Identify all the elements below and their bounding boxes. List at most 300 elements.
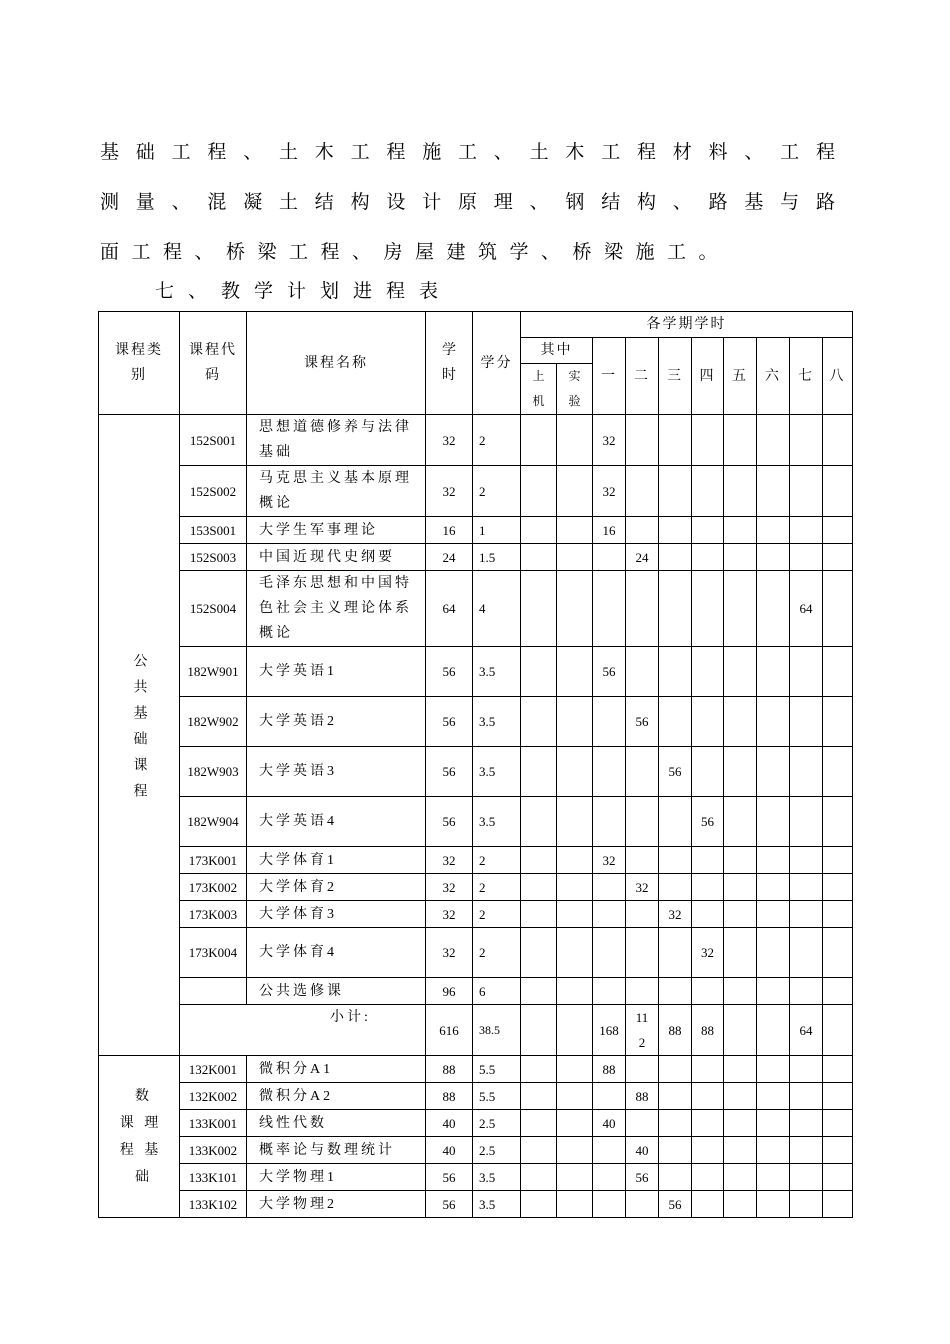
course-name: 大学体育4	[247, 928, 426, 978]
table-row	[99, 647, 853, 697]
course-code: 152S002	[180, 466, 247, 517]
sem-4-hours	[692, 874, 724, 901]
table-row	[99, 928, 853, 978]
computer-hours	[521, 544, 557, 571]
course-name: 大学生军事理论	[247, 517, 426, 544]
computer-hours	[521, 571, 557, 647]
sem-3-hours	[659, 415, 692, 466]
sem-6-hours	[757, 544, 790, 571]
course-credits: 3.5	[473, 1164, 521, 1191]
sem-3-hours	[659, 874, 692, 901]
course-code: 132K001	[180, 1056, 247, 1083]
course-credits: 3.5	[473, 1191, 521, 1218]
sem-7-hours	[790, 1110, 823, 1137]
sem-5-hours	[724, 1083, 757, 1110]
lab-hours	[557, 797, 593, 847]
sem-3-hours	[659, 797, 692, 847]
course-hours: 32	[426, 928, 473, 978]
header-sem-5: 五	[724, 338, 757, 415]
sem-4-hours: 32	[692, 928, 724, 978]
computer-hours	[521, 415, 557, 466]
subtotal-sem-7: 64	[790, 1005, 823, 1056]
lab-hours	[557, 1164, 593, 1191]
sem-4-hours	[692, 415, 724, 466]
lab-hours	[557, 415, 593, 466]
group-math-physics-basic: 数 课 理 程 基 础	[99, 1056, 180, 1218]
course-name: 公共选修课	[247, 978, 426, 1005]
course-code: 152S001	[180, 415, 247, 466]
sem-8-hours	[823, 1191, 853, 1218]
course-credits: 2	[473, 928, 521, 978]
course-code: 182W903	[180, 747, 247, 797]
sem-6-hours	[757, 571, 790, 647]
header-computer: 上机	[521, 364, 557, 415]
subtotal-computer	[521, 1005, 557, 1056]
course-name: 大学英语3	[247, 747, 426, 797]
course-hours: 56	[426, 747, 473, 797]
course-code: 153S001	[180, 517, 247, 544]
sem-3-hours: 32	[659, 901, 692, 928]
sem-6-hours	[757, 466, 790, 517]
computer-hours	[521, 874, 557, 901]
sem-1-hours: 32	[593, 415, 626, 466]
sem-2-hours: 24	[626, 544, 659, 571]
header-of-which: 其中	[521, 338, 593, 364]
sem-4-hours: 56	[692, 797, 724, 847]
sem-5-hours	[724, 874, 757, 901]
computer-hours	[521, 1164, 557, 1191]
sem-3-hours	[659, 1110, 692, 1137]
subtotal-row	[99, 1005, 853, 1056]
computer-hours	[521, 747, 557, 797]
sem-6-hours	[757, 901, 790, 928]
header-category: 课程类别	[99, 312, 180, 415]
sem-8-hours	[823, 797, 853, 847]
sem-2-hours	[626, 1191, 659, 1218]
intro-line-1: 基础工程、土木工程施工、土木工程材料、工程	[100, 142, 835, 163]
sem-2-hours	[626, 415, 659, 466]
lab-hours	[557, 874, 593, 901]
sem-5-hours	[724, 901, 757, 928]
sem-1-hours	[593, 1191, 626, 1218]
course-hours: 16	[426, 517, 473, 544]
sem-1-hours	[593, 747, 626, 797]
course-hours: 32	[426, 901, 473, 928]
sem-1-hours	[593, 928, 626, 978]
course-name: 大学体育2	[247, 874, 426, 901]
course-name: 线性代数	[247, 1110, 426, 1137]
sem-1-hours	[593, 544, 626, 571]
computer-hours	[521, 1137, 557, 1164]
table-row	[99, 1083, 853, 1110]
header-credits: 学分	[473, 312, 521, 415]
lab-hours	[557, 847, 593, 874]
sem-3-hours	[659, 928, 692, 978]
course-code: 182W901	[180, 647, 247, 697]
course-credits: 4	[473, 571, 521, 647]
header-semester-hours: 各学期学时	[521, 312, 853, 338]
sem-2-hours	[626, 797, 659, 847]
course-name: 马克思主义基本原理概论	[247, 466, 426, 517]
sem-5-hours	[724, 928, 757, 978]
lab-hours	[557, 466, 593, 517]
sem-3-hours	[659, 1164, 692, 1191]
sem-8-hours	[823, 647, 853, 697]
course-code	[180, 978, 247, 1005]
course-name: 思想道德修养与法律基础	[247, 415, 426, 466]
computer-hours	[521, 901, 557, 928]
sem-6-hours	[757, 1083, 790, 1110]
course-name: 大学物理2	[247, 1191, 426, 1218]
subtotal-hours: 616	[426, 1005, 473, 1056]
course-credits: 2.5	[473, 1110, 521, 1137]
computer-hours	[521, 1083, 557, 1110]
sem-7-hours	[790, 847, 823, 874]
table-row	[99, 466, 853, 517]
sem-8-hours	[823, 697, 853, 747]
course-name: 大学体育1	[247, 847, 426, 874]
sem-1-hours: 32	[593, 847, 626, 874]
course-name: 大学体育3	[247, 901, 426, 928]
course-credits: 1.5	[473, 544, 521, 571]
course-credits: 3.5	[473, 647, 521, 697]
subtotal-sem-3: 88	[659, 1005, 692, 1056]
sem-6-hours	[757, 1137, 790, 1164]
sem-4-hours	[692, 544, 724, 571]
sem-4-hours	[692, 847, 724, 874]
course-hours: 56	[426, 1191, 473, 1218]
sem-7-hours	[790, 901, 823, 928]
sem-5-hours	[724, 797, 757, 847]
sem-5-hours	[724, 647, 757, 697]
table-row	[99, 797, 853, 847]
subtotal-sem-2: 112	[626, 1005, 659, 1056]
sem-6-hours	[757, 797, 790, 847]
sem-2-hours: 40	[626, 1137, 659, 1164]
sem-7-hours	[790, 928, 823, 978]
sem-5-hours	[724, 978, 757, 1005]
sem-3-hours: 56	[659, 1191, 692, 1218]
sem-5-hours	[724, 1137, 757, 1164]
computer-hours	[521, 697, 557, 747]
sem-8-hours	[823, 847, 853, 874]
course-credits: 5.5	[473, 1056, 521, 1083]
sem-7-hours	[790, 1164, 823, 1191]
sem-4-hours	[692, 978, 724, 1005]
sem-8-hours	[823, 928, 853, 978]
sem-6-hours	[757, 747, 790, 797]
sem-5-hours	[724, 1110, 757, 1137]
sem-6-hours	[757, 647, 790, 697]
header-hours: 学时	[426, 312, 473, 415]
course-code: 132K002	[180, 1083, 247, 1110]
sem-7-hours	[790, 517, 823, 544]
sem-4-hours	[692, 1164, 724, 1191]
sem-8-hours	[823, 1137, 853, 1164]
course-hours: 32	[426, 874, 473, 901]
sem-5-hours	[724, 747, 757, 797]
sem-8-hours	[823, 1056, 853, 1083]
sem-7-hours	[790, 647, 823, 697]
course-hours: 56	[426, 797, 473, 847]
sem-7-hours	[790, 415, 823, 466]
course-hours: 32	[426, 466, 473, 517]
lab-hours	[557, 978, 593, 1005]
course-name: 微积分A1	[247, 1056, 426, 1083]
sem-7-hours	[790, 466, 823, 517]
table-row	[99, 1056, 853, 1083]
course-name: 大学英语4	[247, 797, 426, 847]
sem-6-hours	[757, 517, 790, 544]
course-name: 毛泽东思想和中国特色社会主义理论体系概论	[247, 571, 426, 647]
course-credits: 2	[473, 415, 521, 466]
sem-6-hours	[757, 928, 790, 978]
sem-8-hours	[823, 1083, 853, 1110]
sem-5-hours	[724, 544, 757, 571]
sem-6-hours	[757, 847, 790, 874]
computer-hours	[521, 978, 557, 1005]
subtotal-sem-6	[757, 1005, 790, 1056]
subtotal-label: 小计:	[180, 1005, 426, 1056]
lab-hours	[557, 544, 593, 571]
course-code: 173K003	[180, 901, 247, 928]
course-credits: 3.5	[473, 747, 521, 797]
sem-3-hours: 56	[659, 747, 692, 797]
sem-8-hours	[823, 544, 853, 571]
subtotal-sem-5	[724, 1005, 757, 1056]
sem-2-hours: 56	[626, 1164, 659, 1191]
sem-3-hours	[659, 647, 692, 697]
sem-7-hours	[790, 797, 823, 847]
sem-7-hours: 64	[790, 571, 823, 647]
table-row	[99, 978, 853, 1005]
course-hours: 88	[426, 1056, 473, 1083]
course-credits: 3.5	[473, 797, 521, 847]
sem-2-hours	[626, 517, 659, 544]
sem-1-hours: 88	[593, 1056, 626, 1083]
course-hours: 24	[426, 544, 473, 571]
course-credits: 3.5	[473, 697, 521, 747]
sem-2-hours	[626, 1110, 659, 1137]
table-row	[99, 1110, 853, 1137]
course-code: 173K002	[180, 874, 247, 901]
lab-hours	[557, 697, 593, 747]
sem-8-hours	[823, 571, 853, 647]
table-row	[99, 847, 853, 874]
table-row	[99, 1164, 853, 1191]
table-row	[99, 1191, 853, 1218]
sem-1-hours	[593, 901, 626, 928]
sem-4-hours	[692, 697, 724, 747]
sem-4-hours	[692, 1191, 724, 1218]
sem-4-hours	[692, 466, 724, 517]
lab-hours	[557, 1083, 593, 1110]
sem-5-hours	[724, 571, 757, 647]
course-credits: 6	[473, 978, 521, 1005]
sem-3-hours	[659, 1083, 692, 1110]
subtotal-lab	[557, 1005, 593, 1056]
sem-6-hours	[757, 978, 790, 1005]
sem-5-hours	[724, 697, 757, 747]
course-hours: 56	[426, 697, 473, 747]
computer-hours	[521, 928, 557, 978]
sem-7-hours	[790, 978, 823, 1005]
sem-5-hours	[724, 1164, 757, 1191]
sem-1-hours	[593, 797, 626, 847]
course-credits: 5.5	[473, 1083, 521, 1110]
computer-hours	[521, 517, 557, 544]
subtotal-sem-8	[823, 1005, 853, 1056]
sem-3-hours	[659, 1056, 692, 1083]
course-name: 大学英语1	[247, 647, 426, 697]
sem-4-hours	[692, 901, 724, 928]
table-row	[99, 1137, 853, 1164]
course-hours: 88	[426, 1083, 473, 1110]
sem-7-hours	[790, 1056, 823, 1083]
sem-2-hours	[626, 1056, 659, 1083]
lab-hours	[557, 1110, 593, 1137]
course-code: 133K001	[180, 1110, 247, 1137]
table-row	[99, 697, 853, 747]
course-credits: 1	[473, 517, 521, 544]
course-credits: 2	[473, 901, 521, 928]
course-name: 微积分A2	[247, 1083, 426, 1110]
course-credits: 2	[473, 874, 521, 901]
sem-3-hours	[659, 978, 692, 1005]
sem-1-hours: 40	[593, 1110, 626, 1137]
sem-1-hours: 16	[593, 517, 626, 544]
sem-8-hours	[823, 415, 853, 466]
sem-3-hours	[659, 517, 692, 544]
sem-8-hours	[823, 1110, 853, 1137]
header-sem-6: 六	[757, 338, 790, 415]
computer-hours	[521, 647, 557, 697]
course-code: 133K002	[180, 1137, 247, 1164]
sem-6-hours	[757, 1056, 790, 1083]
table-row	[99, 571, 853, 647]
sem-6-hours	[757, 874, 790, 901]
sem-6-hours	[757, 1110, 790, 1137]
header-name: 课程名称	[247, 312, 426, 415]
intro-line-3: 面工程、桥梁工程、房屋建筑学、桥梁施工。	[100, 242, 731, 263]
sem-3-hours	[659, 1137, 692, 1164]
sem-1-hours	[593, 874, 626, 901]
course-name: 大学英语2	[247, 697, 426, 747]
sem-7-hours	[790, 1083, 823, 1110]
sem-1-hours	[593, 978, 626, 1005]
computer-hours	[521, 1110, 557, 1137]
sem-6-hours	[757, 415, 790, 466]
sem-3-hours	[659, 571, 692, 647]
sem-8-hours	[823, 1164, 853, 1191]
sem-4-hours	[692, 647, 724, 697]
sem-5-hours	[724, 1191, 757, 1218]
sem-4-hours	[692, 1056, 724, 1083]
computer-hours	[521, 1191, 557, 1218]
sem-2-hours	[626, 571, 659, 647]
lab-hours	[557, 1137, 593, 1164]
subtotal-sem-1: 168	[593, 1005, 626, 1056]
course-credits: 2.5	[473, 1137, 521, 1164]
sem-2-hours: 88	[626, 1083, 659, 1110]
sem-5-hours	[724, 466, 757, 517]
sem-8-hours	[823, 901, 853, 928]
lab-hours	[557, 928, 593, 978]
lab-hours	[557, 1191, 593, 1218]
sem-8-hours	[823, 466, 853, 517]
course-code: 152S004	[180, 571, 247, 647]
table-row	[99, 415, 853, 466]
sem-8-hours	[823, 874, 853, 901]
sem-2-hours	[626, 647, 659, 697]
header-sem-2: 二	[626, 338, 659, 415]
sem-4-hours	[692, 1110, 724, 1137]
course-hours: 56	[426, 647, 473, 697]
sem-6-hours	[757, 1164, 790, 1191]
subtotal-sem-4: 88	[692, 1005, 724, 1056]
course-hours: 56	[426, 1164, 473, 1191]
sem-6-hours	[757, 1191, 790, 1218]
sem-1-hours	[593, 1137, 626, 1164]
lab-hours	[557, 1056, 593, 1083]
sem-7-hours	[790, 874, 823, 901]
computer-hours	[521, 1056, 557, 1083]
sem-4-hours	[692, 1137, 724, 1164]
header-sem-3: 三	[659, 338, 692, 415]
lab-hours	[557, 647, 593, 697]
table-row	[99, 901, 853, 928]
intro-line-2: 测量、混凝土结构设计原理、钢结构、路基与路	[100, 192, 835, 213]
sem-7-hours	[790, 697, 823, 747]
sem-4-hours	[692, 517, 724, 544]
section-title: 七、教学计划进程表	[155, 281, 453, 302]
sem-2-hours	[626, 747, 659, 797]
sem-1-hours	[593, 697, 626, 747]
lab-hours	[557, 517, 593, 544]
header-sem-7: 七	[790, 338, 823, 415]
sem-1-hours	[593, 1083, 626, 1110]
sem-7-hours	[790, 747, 823, 797]
subtotal-credits: 38.5	[473, 1005, 521, 1056]
course-code: 133K101	[180, 1164, 247, 1191]
lab-hours	[557, 571, 593, 647]
sem-3-hours	[659, 847, 692, 874]
header-sem-1: 一	[593, 338, 626, 415]
course-hours: 40	[426, 1110, 473, 1137]
sem-5-hours	[724, 847, 757, 874]
course-credits: 2	[473, 466, 521, 517]
sem-3-hours	[659, 466, 692, 517]
sem-8-hours	[823, 747, 853, 797]
sem-4-hours	[692, 571, 724, 647]
sem-5-hours	[724, 415, 757, 466]
table-row	[99, 874, 853, 901]
course-name: 概率论与数理统计	[247, 1137, 426, 1164]
sem-1-hours	[593, 571, 626, 647]
sem-2-hours	[626, 847, 659, 874]
sem-7-hours	[790, 1191, 823, 1218]
sem-6-hours	[757, 697, 790, 747]
course-hours: 64	[426, 571, 473, 647]
table-row	[99, 544, 853, 571]
lab-hours	[557, 901, 593, 928]
computer-hours	[521, 466, 557, 517]
computer-hours	[521, 847, 557, 874]
sem-8-hours	[823, 517, 853, 544]
course-name: 中国近现代史纲要	[247, 544, 426, 571]
sem-2-hours	[626, 978, 659, 1005]
sem-8-hours	[823, 978, 853, 1005]
